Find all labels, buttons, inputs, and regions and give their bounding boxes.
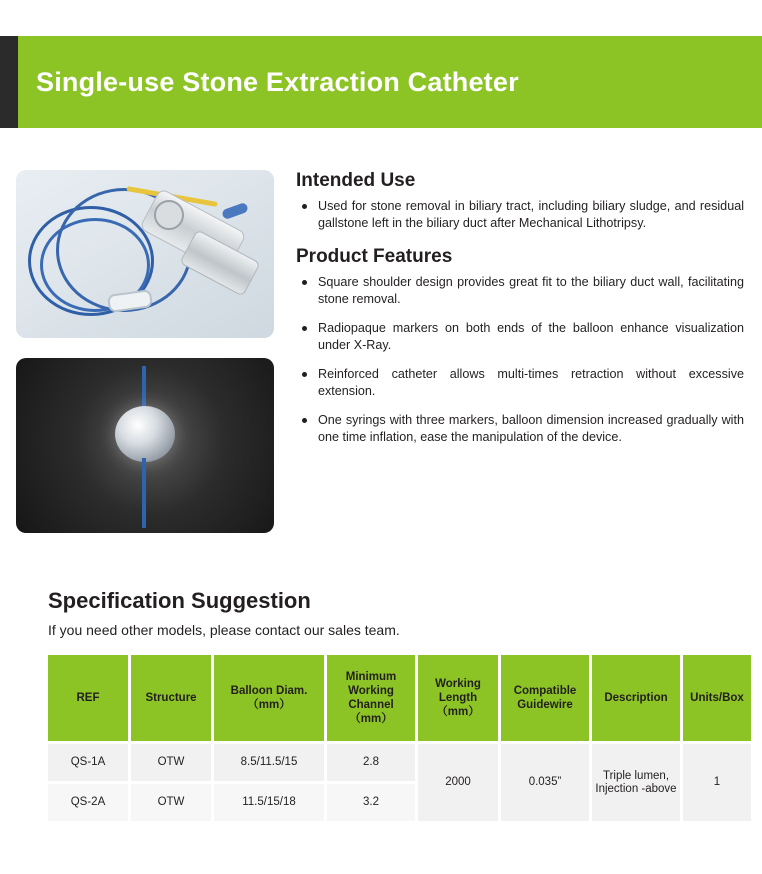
balloon-shaft-lower xyxy=(142,458,146,528)
table-row xyxy=(48,744,751,781)
cell-units-per-box: 1 xyxy=(683,744,751,821)
list-item: Used for stone removal in biliary tract, including biliary sludge, and residual gallstone left in the biliary duct after Mechanical Lithotripsy. xyxy=(296,198,744,232)
header-accent-bar xyxy=(0,36,18,128)
table-header-row xyxy=(48,655,751,741)
cell-compatible-guidewire: 0.035” xyxy=(501,744,589,821)
cell-ref: QS-2A xyxy=(48,784,128,821)
column-header-units-per-box: Units/Box xyxy=(683,655,751,741)
inflated-balloon xyxy=(115,406,175,462)
column-header-ref: REF xyxy=(48,655,128,741)
list-item: Radiopaque markers on both ends of the balloon enhance visualization under X-Ray. xyxy=(296,320,744,354)
cell-balloon-diameter: 8.5/11.5/15 xyxy=(214,744,324,781)
intended-use-section xyxy=(296,170,744,232)
column-header-working-length: Working Length（mm） xyxy=(418,655,498,741)
catheter-product-photo xyxy=(16,170,274,338)
list-item: Square shoulder design provides great fit to the biliary duct wall, facilitating stone removal. xyxy=(296,274,744,308)
cell-ref: QS-1A xyxy=(48,744,128,781)
balloon-closeup-photo xyxy=(16,358,274,533)
intended-use-title: Intended Use xyxy=(296,170,416,191)
cell-structure: OTW xyxy=(131,744,211,781)
cell-balloon-diameter: 11.5/15/18 xyxy=(214,784,324,821)
cell-structure: OTW xyxy=(131,784,211,821)
content-column xyxy=(296,170,744,458)
specification-title: Specification Suggestion xyxy=(48,588,311,613)
column-header-description: Description xyxy=(592,655,680,741)
product-features-title: Product Features xyxy=(296,246,453,267)
cell-min-working-channel: 2.8 xyxy=(327,744,415,781)
product-features-section xyxy=(296,246,744,446)
list-item: One syrings with three markers, balloon dimension increased gradually with one time inflation, ease the manipulation of the device. xyxy=(296,412,744,446)
luer-port xyxy=(221,202,249,220)
syringe-flange xyxy=(154,200,184,230)
column-header-min-working-channel: Minimum Working Channel（mm） xyxy=(327,655,415,741)
specification-subtitle: If you need other models, please contact our sales team. xyxy=(48,622,400,638)
intended-use-list xyxy=(296,198,744,232)
column-header-structure: Structure xyxy=(131,655,211,741)
product-features-list xyxy=(296,274,744,446)
cell-min-working-channel: 3.2 xyxy=(327,784,415,821)
list-item: Reinforced catheter allows multi-times retraction without excessive extension. xyxy=(296,366,744,400)
column-header-balloon-diameter: Balloon Diam.（mm） xyxy=(214,655,324,741)
cell-working-length: 2000 xyxy=(418,744,498,821)
column-header-compatible-guidewire: Compatible Guidewire xyxy=(501,655,589,741)
specification-table xyxy=(45,652,754,824)
cell-description: Triple lumen, Injection -above xyxy=(592,744,680,821)
page-title: Single-use Stone Extraction Catheter xyxy=(36,67,519,97)
